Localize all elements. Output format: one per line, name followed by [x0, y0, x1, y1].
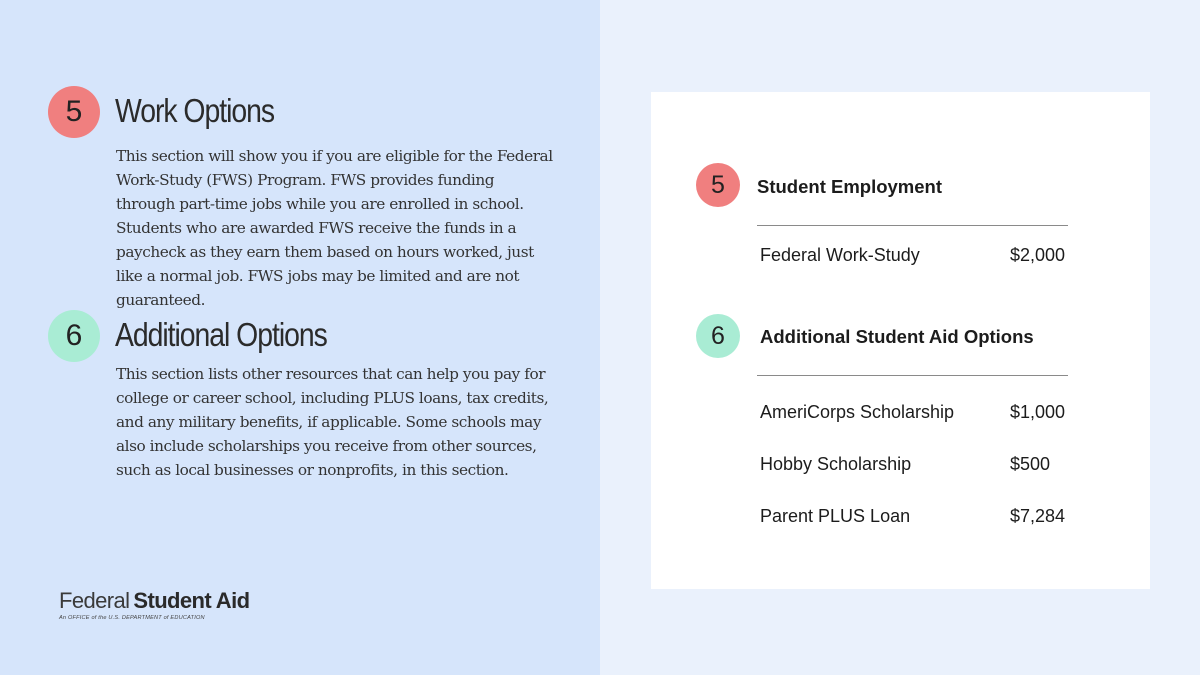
logo-tagline: An OFFICE of the U.S. DEPARTMENT of EDUCATION [59, 615, 205, 621]
additional-options-title: Additional Options [115, 316, 327, 353]
aid-item-label: Federal Work-Study [760, 245, 920, 265]
aid-item-label: Hobby Scholarship [760, 454, 912, 474]
section-number-badge: 6 [696, 314, 740, 358]
additional-options-description: This section lists other resources that can help you pay for college or career school, including PLUS loans, tax credits, and any military benefits, if applicable. Some schools may also include scholarships you receive from other sources, such as local businesses or nonprofits, in this section. [116, 365, 549, 479]
aid-item-amount: $2,000 [1010, 245, 1066, 265]
aid-item-amount: $7,284 [1010, 506, 1066, 526]
section-number-badge: 6 [48, 310, 100, 362]
aid-item-amount: $1,000 [1010, 402, 1066, 422]
section-number-badge: 5 [696, 163, 740, 207]
work-options-title: Work Options [115, 92, 275, 129]
divider [757, 375, 1068, 376]
aid-item-amount: $500 [1010, 454, 1051, 474]
work-options-description: This section will show you if you are eligible for the Federal Work-Study (FWS) Program. FWS provides funding through part-time jobs while you are enrolled in school. Students who are awarded FWS receive the funds in a paycheck as they earn them based on hours worked, just like a normal job. FWS jobs may be limited and are not guaranteed. [116, 147, 553, 309]
logo-light-text: Federal [59, 588, 130, 613]
aid-item-label: Parent PLUS Loan [760, 506, 911, 526]
logo-wordmark [59, 588, 249, 614]
logo-bold-text: Student Aid [133, 588, 250, 613]
section-number-badge: 5 [48, 86, 100, 138]
aid-item-label: AmeriCorps Scholarship [760, 402, 955, 422]
federal-student-aid-logo [59, 588, 249, 621]
additional-aid-heading: Additional Student Aid Options [760, 326, 1034, 347]
aid-offer-card [651, 92, 1150, 589]
divider [757, 225, 1068, 226]
student-employment-heading: Student Employment [757, 176, 943, 197]
